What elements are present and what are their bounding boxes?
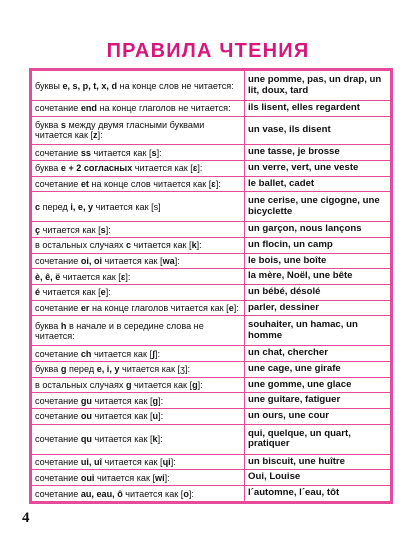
rule-text: между двумя гласными буквами читается как [ [35, 120, 205, 141]
rule-cell [32, 300, 245, 316]
rule-highlight: wi [155, 472, 165, 483]
rule-highlight: oui [80, 472, 95, 483]
rule-cell [32, 377, 245, 393]
rule-cell [32, 222, 245, 238]
rule-highlight: ch [80, 348, 92, 359]
example-cell: un biscuit, une huître [245, 454, 391, 470]
rule-text: ]: [197, 163, 203, 174]
rule-highlight: et [80, 178, 89, 189]
example-cell: un chat, chercher [245, 346, 391, 362]
rule-highlight: g [192, 380, 198, 391]
table-row [32, 377, 391, 393]
rule-cell [32, 316, 245, 346]
page-title: ПРАВИЛА ЧТЕНИЯ [106, 40, 310, 62]
rule-text: ]: [215, 178, 221, 189]
rule-text: сочетание [35, 147, 81, 158]
rule-highlight: e [228, 303, 234, 314]
rule-text: перед [40, 201, 71, 212]
example-cell: qui, quelque, un quart, pratiquer [245, 424, 391, 454]
rule-text: читается как [ [102, 457, 163, 468]
example-cell: un bébé, désolé [245, 285, 391, 301]
table-row [32, 346, 391, 362]
table-row [32, 409, 391, 425]
example-cell: un flocin, un camp [245, 238, 391, 254]
rule-text: читается как [ [91, 411, 153, 422]
rule-highlight: gu [80, 395, 92, 406]
rule-text: в остальных случаях [35, 240, 126, 251]
rule-text: сочетание [35, 178, 81, 189]
rule-text: на конце слов не читается: [117, 80, 234, 91]
rule-highlight: k [152, 434, 158, 445]
table-row [32, 71, 391, 101]
rule-text: ]: [156, 147, 162, 158]
rule-highlight: ɛ [120, 271, 126, 282]
rule-text: ]: [197, 380, 203, 391]
rule-text: читается как [ [90, 147, 152, 158]
rule-text: читается как [ [102, 256, 163, 266]
rule-text: ]: [157, 434, 163, 445]
rule-highlight: e [100, 287, 106, 298]
rule-text: ]: [105, 287, 111, 298]
example-cell: un ours, une cour [245, 409, 391, 425]
table-row [32, 393, 391, 409]
rule-highlight: e + 2 согласных [60, 163, 133, 174]
rule-highlight: ç [35, 224, 41, 235]
rule-highlight: oi, oi [80, 256, 103, 266]
rule-text: ]: [158, 411, 164, 422]
rule-cell [32, 160, 245, 176]
rule-text: сочетание [35, 256, 81, 266]
rule-highlight: e, s, p, t, x, d [62, 80, 118, 91]
rule-text: читается как [ [131, 240, 192, 251]
rule-text: читается как [ [91, 434, 153, 445]
rule-cell [32, 101, 245, 117]
rule-cell [32, 393, 245, 409]
rule-text: на конце глаголов не читается: [96, 103, 231, 114]
rule-text: читается как [ [91, 395, 153, 406]
rule-highlight: h [60, 320, 67, 331]
reading-rules-table [31, 70, 391, 502]
table-row [32, 222, 391, 238]
rule-highlight: ɛ [211, 178, 216, 189]
rule-cell [32, 486, 245, 502]
table-row [32, 362, 391, 378]
rule-text: буква [35, 364, 61, 375]
rule-text: читается как [ [60, 271, 121, 282]
rule-highlight: ɛ [192, 163, 198, 174]
rule-highlight: é [35, 287, 41, 298]
rule-text: читается как [ [91, 348, 152, 359]
rule-text: ]: [125, 271, 131, 282]
example-cell: une pomme, pas, un drap, un lit, doux, tard [245, 71, 391, 101]
rule-text: сочетание [35, 103, 81, 114]
example-cell: le ballet, cadet [245, 176, 391, 192]
rule-text: сочетание [35, 457, 81, 468]
rule-text: сочетание [35, 411, 81, 422]
rule-highlight: c [125, 240, 132, 251]
table-row [32, 176, 391, 192]
rule-text: ]: [174, 256, 180, 266]
table-row [32, 285, 391, 301]
rule-cell [32, 176, 245, 192]
rule-text: буква [35, 163, 61, 174]
rule-text: перед [66, 364, 97, 375]
rule-text: на конце глаголов читается как [ [89, 303, 229, 314]
rule-text: на конце слов читается как [ [88, 178, 212, 189]
example-cell: un garçon, nous lançons [245, 222, 391, 238]
table-row [32, 253, 391, 269]
table-row [32, 145, 391, 161]
rule-text: читается как [ [40, 224, 101, 235]
table-row [32, 101, 391, 117]
table-row [32, 192, 391, 222]
rule-highlight: ss [80, 147, 91, 158]
rule-cell [32, 409, 245, 425]
rule-highlight: er [80, 303, 90, 314]
rule-cell [32, 424, 245, 454]
rule-text: ]: [196, 240, 202, 251]
rule-cell [32, 145, 245, 161]
example-cell: Oui, Louise [245, 470, 391, 486]
table-row [32, 316, 391, 346]
example-cell: parler, dessiner [245, 300, 391, 316]
rule-cell [32, 269, 245, 285]
rule-cell [32, 253, 245, 269]
rule-text: сочетание [35, 303, 81, 314]
reading-rules-table-frame [29, 68, 393, 504]
table-body [32, 71, 391, 502]
rule-text: в остальных случаях [35, 380, 126, 391]
page-number: 4 [22, 510, 30, 526]
rule-highlight: u [152, 411, 159, 422]
rule-cell [32, 346, 245, 362]
table-row [32, 269, 391, 285]
table-row [32, 424, 391, 454]
table-row [32, 486, 391, 502]
rule-text: сочетание [35, 348, 81, 359]
rule-cell [32, 71, 245, 101]
example-cell: un verre, vert, une veste [245, 160, 391, 176]
rule-highlight: au, eau, ô [80, 488, 123, 499]
rule-cell [32, 285, 245, 301]
rule-text: читается как [s] [93, 201, 161, 212]
table-row [32, 300, 391, 316]
rule-highlight: g [60, 364, 67, 375]
table-row [32, 160, 391, 176]
rule-highlight: z [93, 130, 98, 141]
rule-highlight: k [191, 240, 197, 251]
table-row [32, 454, 391, 470]
rule-highlight: ou [80, 411, 92, 422]
example-cell: une cerise, une cigogne, une bicyclette [245, 192, 391, 222]
example-cell: la mère, Noël, une bête [245, 269, 391, 285]
rule-text: ]: [155, 348, 161, 359]
rule-cell [32, 192, 245, 222]
example-cell: une guitare, fatiguer [245, 393, 391, 409]
rule-text: читается как [ [122, 488, 184, 499]
example-cell: le bois, une boîte [245, 253, 391, 269]
rule-highlight: ui, uî [80, 457, 103, 468]
rule-highlight: g [125, 380, 132, 391]
rule-highlight: i, e, y [70, 201, 94, 212]
rule-text: сочетание [35, 434, 81, 445]
rule-text: ]: [105, 224, 111, 235]
rule-cell [32, 470, 245, 486]
rule-highlight: qu [80, 434, 92, 445]
rule-highlight: wa [162, 256, 175, 266]
rule-highlight: ʃ [152, 348, 156, 359]
rule-cell [32, 454, 245, 470]
rule-cell [32, 116, 245, 145]
rule-text: читается как [ [40, 287, 101, 298]
example-cell: l´automne, l´eau, tôt [245, 486, 391, 502]
rule-text: читается как [ [94, 472, 156, 483]
table-row [32, 116, 391, 145]
rule-text: сочетание [35, 472, 81, 483]
rule-highlight: e, i, y [96, 364, 120, 375]
rule-cell [32, 238, 245, 254]
example-cell: une cage, une girafe [245, 362, 391, 378]
rule-text: ]: [97, 130, 103, 141]
rule-text: ]: [158, 395, 164, 406]
example-cell: ils lisent, elles regardent [245, 101, 391, 117]
rule-highlight: s [60, 120, 66, 131]
example-cell: une tasse, je brosse [245, 145, 391, 161]
table-row [32, 238, 391, 254]
rule-text: ]: [170, 457, 176, 468]
rule-highlight: s [151, 147, 157, 158]
rule-highlight: c [35, 201, 41, 212]
rule-cell [32, 362, 245, 378]
rule-highlight: è, ê, ë [35, 271, 61, 282]
rule-text: буквы [35, 80, 63, 91]
rule-text: читается как [ [132, 163, 193, 174]
rule-highlight: end [80, 103, 97, 114]
rule-text: в начале и в середине слова не читается: [35, 320, 204, 341]
rule-text: буква [35, 320, 61, 331]
example-cell: une gomme, une glace [245, 377, 391, 393]
rule-text: сочетание [35, 395, 81, 406]
rule-text: сочетание [35, 488, 81, 499]
rule-text: ]: [188, 488, 194, 499]
example-cell: un vase, ils disent [245, 116, 391, 145]
rule-text: буква [35, 120, 61, 131]
rule-highlight: ɥi [162, 457, 171, 468]
rule-text: читается как [ [131, 380, 193, 391]
rule-highlight: o [183, 488, 189, 499]
rule-highlight: s [100, 224, 106, 235]
rule-text: ]: [233, 303, 239, 314]
rule-text: читается как [ʒ]: [119, 364, 190, 375]
example-cell: souhaiter, un hamac, un homme [245, 316, 391, 346]
table-row [32, 470, 391, 486]
rule-highlight: g [152, 395, 159, 406]
rule-text: ]: [164, 472, 170, 483]
